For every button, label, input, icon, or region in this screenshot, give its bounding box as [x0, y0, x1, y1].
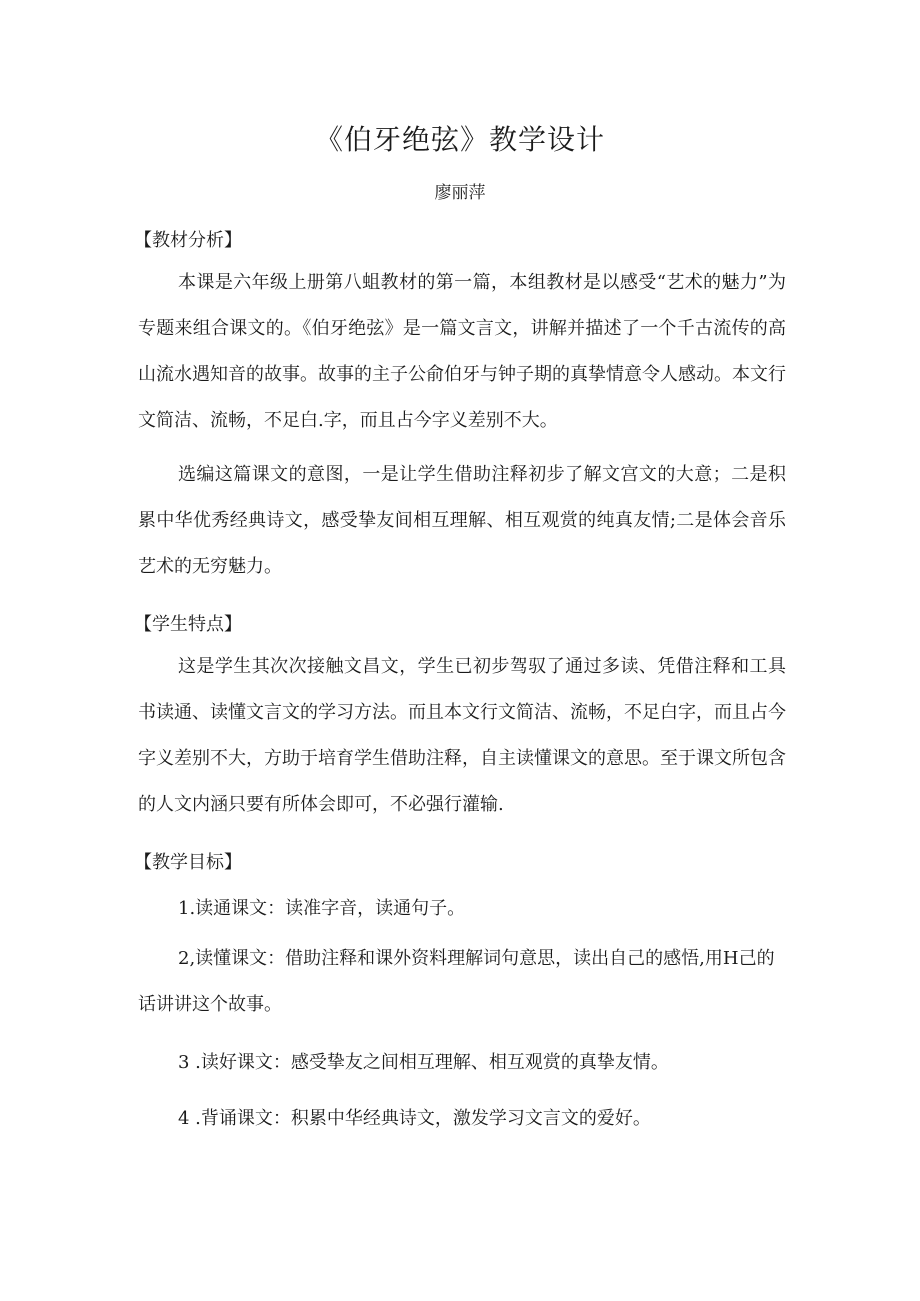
section-heading-textbook-analysis: 【教材分析】	[134, 230, 242, 251]
goal-item: 3 .读好课文：感受挚友之间相互理解、相互观赏的真挚友情。	[178, 1052, 669, 1073]
paragraph: 本课是六年级上册第八蛆教材的第一篇，本组教材是以感受“艺术的魅力”为专题来组合课文的。《伯牙绝弦》是一篇文言文，讲解并描述了一个千古流传的高山流水遇知音的故事。故事的主子公俞伯牙与钟子期的真挚情意令人感动。本文行文简洁、流畅，不足白.字，而且占今字义差别不大。	[138, 272, 786, 431]
section-heading-teaching-goals: 【教学目标】	[134, 852, 242, 873]
paragraph: 这是学生其次次接触文昌文，学生已初步驾驭了通过多读、凭借注释和工具书读通、读懂文言文的学习方法。而且本文行文简洁、流畅，不足白字，而且占今字义差别不大，方助于培育学生借助注释，自主读懂课文的意思。至于课文所包含的人文内涵只要有所体会即可，不必强行灌输.	[138, 656, 786, 815]
goal-item: 1.读通课文：读准字音，读通句子。	[178, 898, 466, 919]
document-title: 《伯牙绝弦》教学设计	[314, 123, 605, 156]
section-heading-student-features: 【学生特点】	[134, 614, 242, 635]
goal-item: 2,读懂课文：借助注释和课外资料理解词句意思，读出自己的感悟,用H己的话讲讲这个故事。	[138, 948, 775, 1015]
goal-item: 4 .背诵课文：积累中华经典诗文，激发学习文言文的爱好。	[178, 1108, 651, 1129]
paragraph: 选编这篇课文的意图，一是让学生借助注释初步了解文宫文的大意；二是积累中华优秀经典诗文，感受挚友间相互理解、相互观赏的纯真友情;二是体会音乐艺术的无穷魅力。	[138, 464, 786, 577]
document-author: 廖丽萍	[434, 183, 486, 203]
